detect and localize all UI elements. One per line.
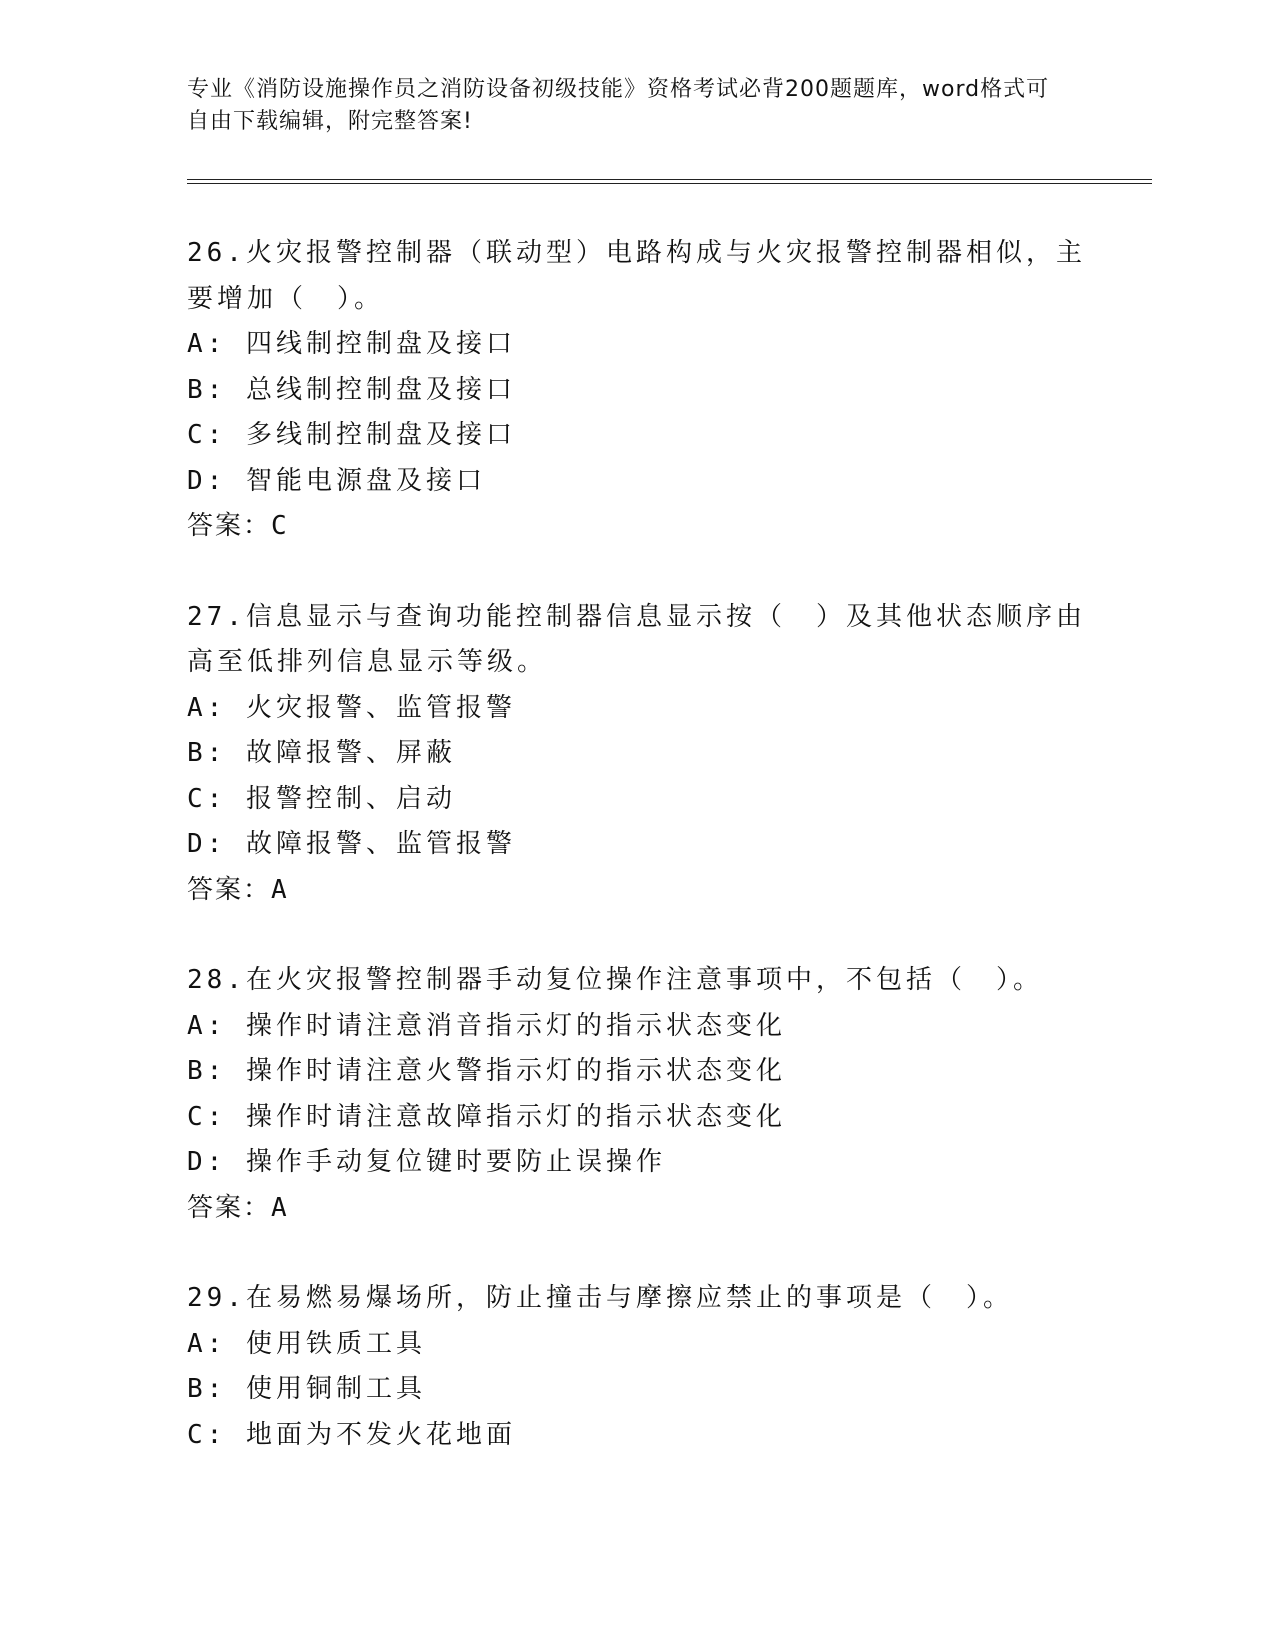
option-d: D: 操作手动复位键时要防止误操作 xyxy=(187,1147,666,1177)
question-stem: 29.在易燃易爆场所，防止撞击与摩擦应禁止的事项是（ ）。 xyxy=(187,1283,1013,1313)
answer-value: C xyxy=(271,511,289,541)
header-divider xyxy=(187,179,1152,184)
option-a: A: 操作时请注意消音指示灯的指示状态变化 xyxy=(187,1010,786,1041)
answer-label: 答案： xyxy=(187,511,272,541)
document-header: 专业《消防设施操作员之消防设备初级技能》资格考试必背200题题库，word格式可自由下载编辑，附完整答案! xyxy=(187,77,1050,134)
option-b: B: 使用铜制工具 xyxy=(187,1374,426,1404)
answer-label: 答案： xyxy=(187,874,272,905)
answer-line xyxy=(187,504,1087,550)
option-b: B: 总线制控制盘及接口 xyxy=(187,374,516,405)
option-c: C: 报警控制、启动 xyxy=(187,783,456,814)
option-d: D: 智能电源盘及接口 xyxy=(187,465,486,496)
question-27 xyxy=(187,595,1087,914)
option-c: C: 多线制控制盘及接口 xyxy=(187,420,516,450)
option-a: A: 四线制控制盘及接口 xyxy=(187,329,516,359)
question-26 xyxy=(187,231,1087,550)
answer-value: A xyxy=(271,1192,289,1223)
question-29 xyxy=(187,1276,1087,1458)
option-b: B: 故障报警、屏蔽 xyxy=(187,738,456,768)
option-c: C: 操作时请注意故障指示灯的指示状态变化 xyxy=(187,1101,786,1132)
answer-value: A xyxy=(271,874,289,905)
answer-line xyxy=(187,868,1087,914)
option-d: D: 故障报警、监管报警 xyxy=(187,829,516,859)
option-a: A: 火灾报警、监管报警 xyxy=(187,692,516,723)
question-list xyxy=(187,231,1087,1458)
question-stem: 26.火灾报警控制器（联动型）电路构成与火灾报警控制器相似，主要增加（ ）。 xyxy=(187,238,1086,314)
option-a: A: 使用铁质工具 xyxy=(187,1328,426,1359)
question-stem: 27.信息显示与查询功能控制器信息显示按（ ）及其他状态顺序由高至低排列信息显示等级。 xyxy=(187,601,1086,677)
question-stem: 28.在火灾报警控制器手动复位操作注意事项中，不包括（ ）。 xyxy=(187,965,1043,995)
answer-line xyxy=(187,1186,1087,1232)
option-c: C: 地面为不发火花地面 xyxy=(187,1419,516,1450)
question-28 xyxy=(187,958,1087,1231)
answer-label: 答案： xyxy=(187,1192,272,1223)
option-b: B: 操作时请注意火警指示灯的指示状态变化 xyxy=(187,1056,786,1086)
